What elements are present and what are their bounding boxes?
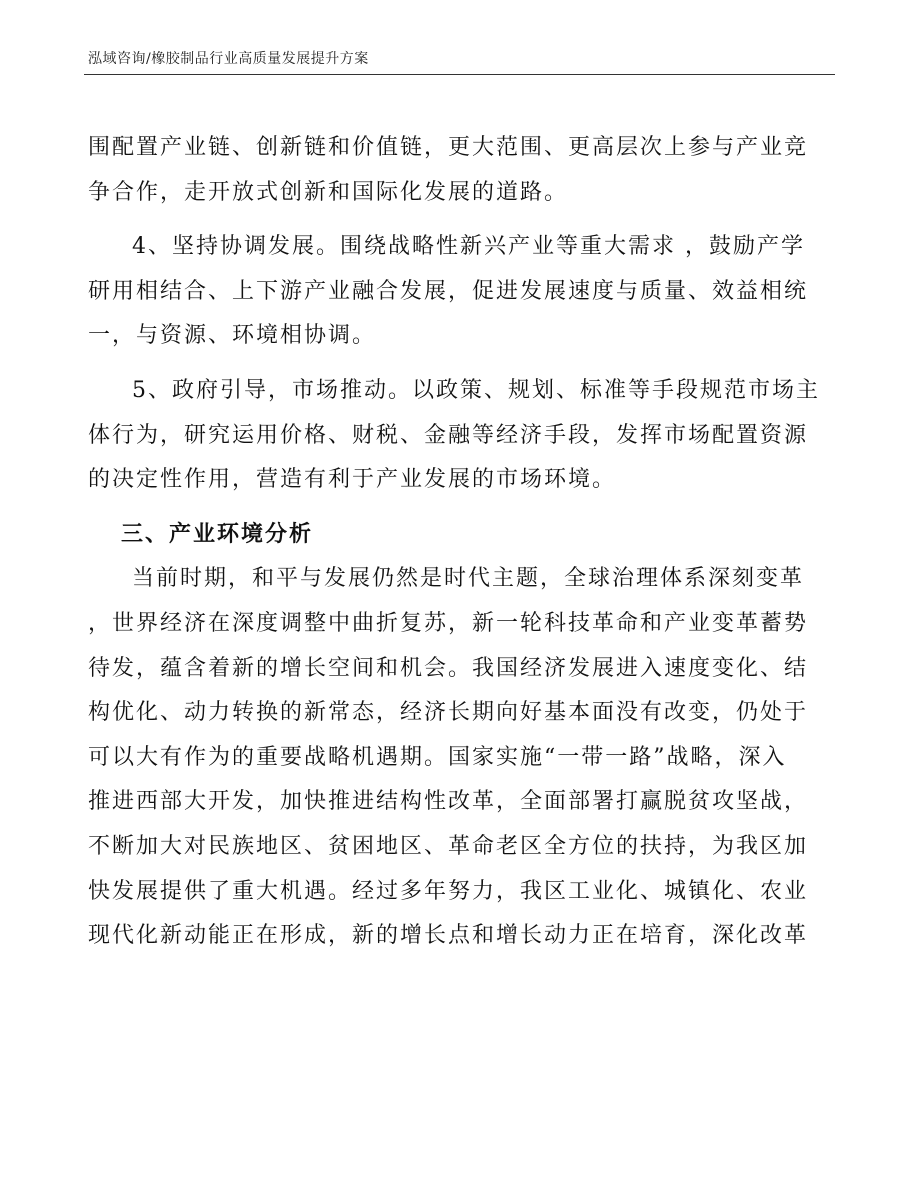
text-line: 可以大有作为的重要战略机遇期。国家实施“一带一路”战略，深入 — [88, 744, 787, 770]
text-line: 围配置产业链、创新链和价值链，更大范围、更高层次上参与产业竞 — [88, 135, 809, 160]
text-line: 的决定性作用，营造有利于产业发展的市场环境。 — [88, 467, 617, 493]
section-heading: 三、产业环境分析 — [121, 521, 314, 547]
text-line: 4、坚持协调发展。围绕战略性新兴产业等重大需求 ，鼓励产学 — [132, 234, 805, 260]
text-line: 不断加大对民族地区、贫困地区、革命老区全方位的扶持，为我区加 — [88, 833, 809, 859]
paragraph-industry-environment — [88, 557, 828, 958]
document-body — [88, 126, 828, 959]
page-header: 泓域咨询/橡胶制品行业高质量发展提升方案 — [88, 51, 369, 67]
header-divider — [84, 74, 835, 75]
text-line: 推进西部大开发，加快推进结构性改革，全面部署打赢脱贫攻坚战， — [88, 789, 809, 815]
text-line: 争合作，走开放式创新和国际化发展的道路。 — [88, 179, 569, 205]
text-line: 体行为，研究运用价格、财税、金融等经济手段，发挥市场配置资源 — [88, 422, 809, 448]
paragraph-continued — [88, 126, 828, 215]
text-line: 一，与资源、环境相协调。 — [88, 323, 377, 349]
text-line: ，世界经济在深度调整中曲折复苏，新一轮科技革命和产业变革蓄势 — [88, 610, 809, 636]
text-line: 当前时期，和平与发展仍然是时代主题，全球治理体系深刻变革 — [132, 566, 805, 592]
text-line: 待发，蕴含着新的增长空间和机会。我国经济发展进入速度变化、结 — [88, 655, 809, 681]
text-line: 现代化新动能正在形成，新的增长点和增长动力正在培育，深化改革 — [88, 923, 809, 949]
text-line: 5、政府引导，市场推动。以政策、规划、标准等手段规范市场主 — [132, 377, 820, 403]
paragraph-government-guidance — [88, 369, 828, 503]
text-line: 构优化、动力转换的新常态，经济长期向好基本面没有改变，仍处于 — [88, 700, 809, 726]
text-line: 研用相结合、上下游产业融合发展，促进发展速度与质量、效益相统 — [88, 278, 809, 304]
text-line: 快发展提供了重大机遇。经过多年努力，我区工业化、城镇化、农业 — [88, 878, 809, 904]
paragraph-coordinated-development — [88, 225, 828, 359]
